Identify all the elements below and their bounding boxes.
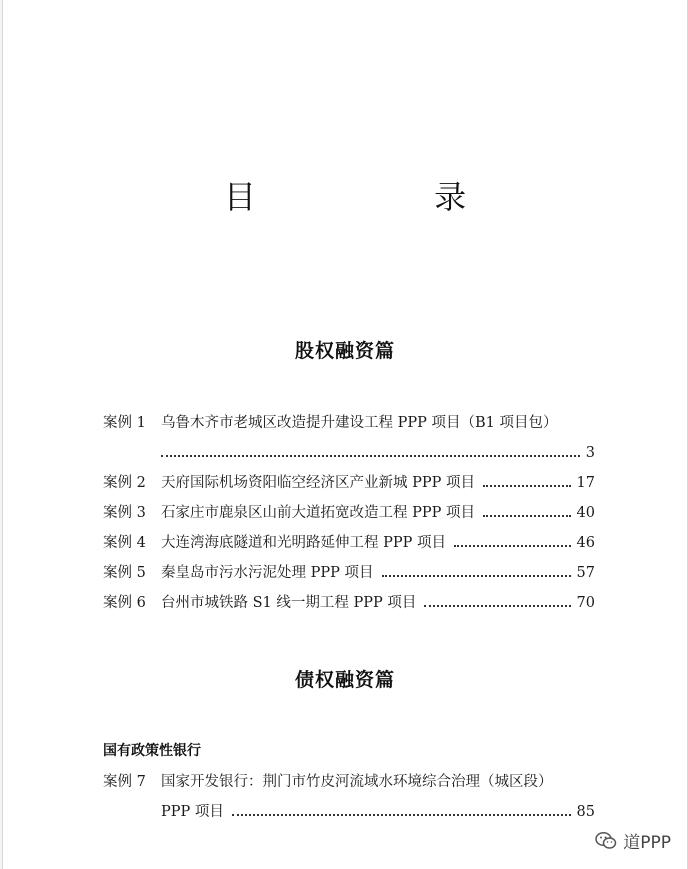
section-heading-debt: 债权融资篇 — [294, 669, 395, 691]
wechat-icon — [595, 831, 617, 851]
case-title: 台州市城铁路 S1 线一期工程 PPP 项目 — [161, 595, 417, 611]
case-title: 秦皇岛市污水污泥处理 PPP 项目 — [161, 565, 374, 581]
leader-dots — [161, 455, 580, 457]
case-label: 案例 4 — [103, 535, 146, 551]
document-page — [2, 0, 688, 869]
watermark-text: 道PPP — [623, 833, 671, 853]
page-number: 17 — [576, 475, 595, 491]
toc-entry[interactable] — [103, 593, 595, 613]
toc-entry[interactable] — [103, 772, 595, 822]
page-number: 85 — [576, 804, 595, 820]
leader-dots — [483, 485, 571, 487]
case-title: 国家开发银行：荆门市竹皮河流域水环境综合治理（城区段） — [161, 774, 553, 790]
toc-entry[interactable] — [103, 533, 595, 553]
case-label: 案例 6 — [103, 595, 146, 611]
page-number: 40 — [576, 505, 595, 521]
case-label: 案例 1 — [103, 415, 146, 431]
page-number: 3 — [585, 445, 595, 461]
toc-entry[interactable] — [103, 473, 595, 493]
case-label: 案例 2 — [103, 475, 146, 491]
case-title: 大连湾海底隧道和光明路延伸工程 PPP 项目 — [161, 535, 446, 551]
leader-dots — [454, 545, 571, 547]
case-title: 石家庄市鹿泉区山前大道拓宽改造工程 PPP 项目 — [161, 505, 475, 521]
case-label: 案例 7 — [103, 774, 146, 790]
toc-entry[interactable] — [103, 413, 595, 463]
subsection-heading: 国有政策性银行 — [103, 743, 201, 759]
toc-entry[interactable] — [103, 563, 595, 583]
case-label: 案例 3 — [103, 505, 146, 521]
leader-dots — [424, 605, 570, 607]
leader-dots — [483, 515, 571, 517]
case-title: 天府国际机场资阳临空经济区产业新城 PPP 项目 — [161, 475, 475, 491]
toc-title: 目 录 — [223, 178, 551, 216]
watermark — [595, 828, 671, 853]
leader-dots — [232, 814, 571, 816]
case-label: 案例 5 — [103, 565, 146, 581]
toc-entry[interactable] — [103, 503, 595, 523]
leader-dots — [382, 575, 571, 577]
page-number: 57 — [576, 565, 595, 581]
page-number: 70 — [576, 595, 595, 611]
page-number: 46 — [576, 535, 595, 551]
case-title: 乌鲁木齐市老城区改造提升建设工程 PPP 项目（B1 项目包） — [161, 415, 558, 431]
case-title-continued: PPP 项目 — [161, 804, 224, 820]
section-heading-equity: 股权融资篇 — [294, 340, 395, 362]
